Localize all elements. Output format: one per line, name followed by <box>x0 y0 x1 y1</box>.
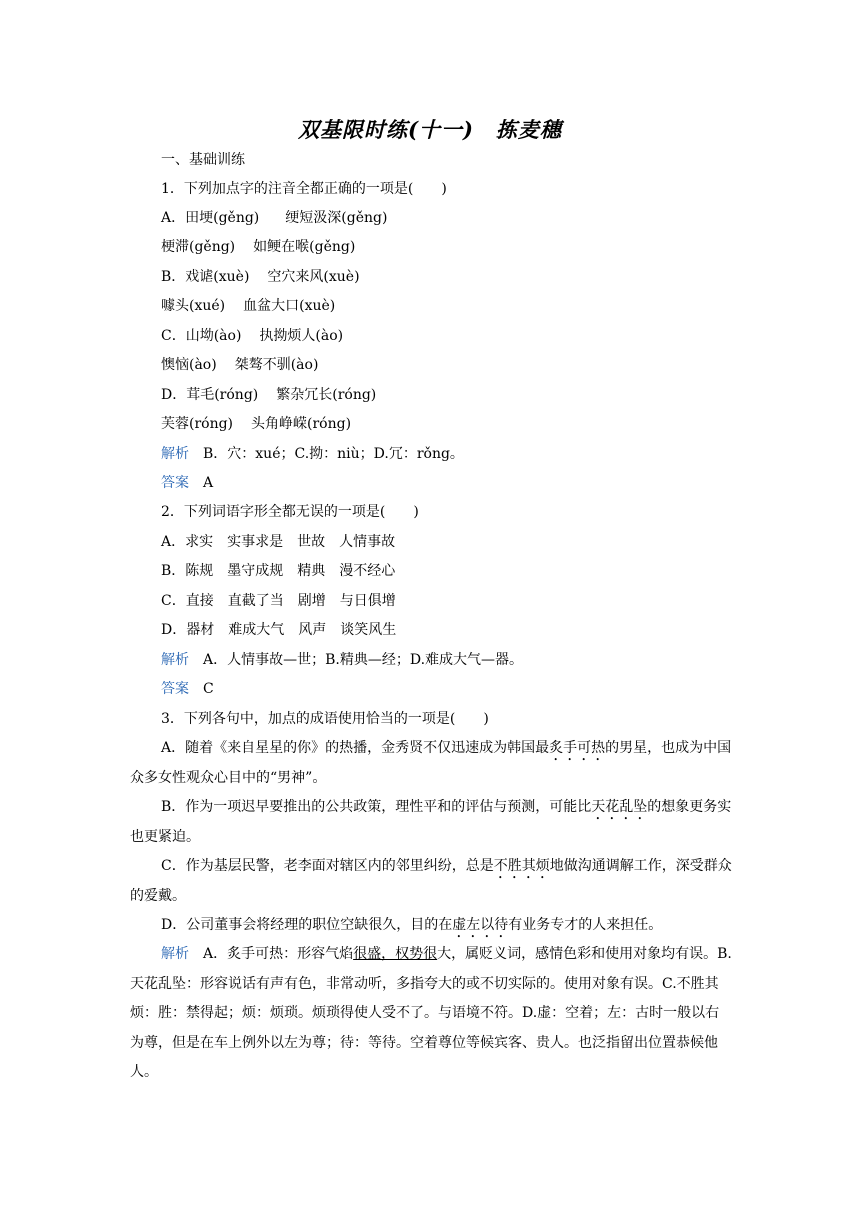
section-heading: 一、基础训练 <box>161 152 245 168</box>
q1-analysis-text: B．穴：xué；C.拗：niù；D.冗：rǒng。 <box>203 446 464 462</box>
q3-d-idiom: 虚左以待 <box>452 917 509 933</box>
q3-b-text-end: 的想象更务实也更紧迫。 <box>130 799 732 845</box>
q2-option-c: C．直接 直截了当 剧增 与日俱增 <box>161 593 396 609</box>
q1-option-c-line1 <box>161 326 343 346</box>
q1-b1: B．戏谑(xuè) <box>161 269 250 285</box>
q1-a2: 绠短汲深(gěng) <box>285 210 388 226</box>
q1-stem: 1．下列加点字的注音全都正确的一项是( ) <box>161 181 447 197</box>
q2-analysis-text: A．人情事故—世；B.精典—经；D.难成大气—器。 <box>203 652 524 668</box>
q1-a1: A．田埂(gěng) <box>161 210 260 226</box>
q1-d1: D．茸毛(róng) <box>161 387 259 403</box>
q2-answer-value: C <box>203 681 214 697</box>
q1-answer <box>161 473 213 493</box>
q1-b4: 血盆大口(xuè) <box>243 298 336 314</box>
q3-analysis <box>130 940 732 1088</box>
q1-analysis <box>161 444 464 464</box>
q1-option-b-line1 <box>161 267 360 287</box>
q2-answer-label: 答案 <box>161 681 189 697</box>
q1-c1: C．山坳(ào) <box>161 328 242 344</box>
q1-answer-value: A <box>203 475 214 491</box>
q3-analysis-text-end: 大，属贬义词，感情色彩和使用对象均有误。B.天花乱坠：形容说话有声有色，非常动听，多指夸大的或不切实际的。使用对象有误。C.不胜其烦：胜：禁得起；烦：烦琐。烦琐得使人受不了。与语境不符。D.虚：空着；左：古时一般以右为尊，但是在车上例外以左为尊；待：等待。空着尊位等候宾客、贵人。也泛指留出位置恭候他人。 <box>130 946 732 1080</box>
q1-c2: 执拗烦人(ào) <box>259 328 344 344</box>
q3-a-text-end: 的男星，也成为中国众多女性观众心目中的“男神”。 <box>130 740 732 786</box>
q2-analysis <box>161 650 523 670</box>
q1-c3: 懊恼(ào) <box>161 357 217 373</box>
q1-d3: 芙蓉(róng) <box>161 416 234 432</box>
q3-a-text: A．随着《来自星星的你》的热播，金秀贤不仅迅速成为韩国最 <box>161 740 550 756</box>
q1-d2: 繁杂冗长(róng) <box>276 387 377 403</box>
q3-analysis-text: A．炙手可热：形容气焰 <box>203 946 354 962</box>
q3-c-idiom: 不胜其烦 <box>493 858 550 874</box>
q1-option-d-line1 <box>161 385 376 405</box>
q1-a4: 如鲠在喉(gěng) <box>253 239 356 255</box>
q1-option-a-line1 <box>161 208 387 228</box>
q3-d-text-end: 有业务专才的人来担任。 <box>508 917 663 933</box>
q3-option-b <box>130 793 732 853</box>
q1-option-d-line2 <box>161 414 351 434</box>
q3-c-text-end: 地做沟通调解工作，深受群众的爱戴。 <box>130 858 732 904</box>
page-title: 双基限时练(十一) 拣麦穗 <box>298 117 562 142</box>
q3-option-d <box>130 911 732 941</box>
q2-stem: 2．下列词语字形全都无误的一项是( ) <box>161 504 419 520</box>
q1-a3: 梗滞(gěng) <box>161 239 236 255</box>
q2-option-d: D．器材 难成大气 风声 谈笑风生 <box>161 622 397 638</box>
q3-option-a <box>130 734 732 794</box>
q1-option-c-line2 <box>161 355 318 375</box>
q1-d4: 头角峥嵘(róng) <box>251 416 352 432</box>
q2-option-a: A．求实 实事求是 世故 人情事故 <box>161 534 396 550</box>
q3-c-text: C．作为基层民警，老李面对辖区内的邻里纠纷，总是 <box>161 858 494 874</box>
q1-b3: 噱头(xué) <box>161 298 226 314</box>
q3-analysis-underlined: 很盛，权势很 <box>353 946 438 962</box>
q2-option-b: B．陈规 墨守成规 精典 漫不经心 <box>161 563 396 579</box>
q3-b-text: B．作为一项迟早要推出的公共政策，理性平和的评估与预测，可能比 <box>161 799 592 815</box>
q2-answer <box>161 679 214 699</box>
q3-option-c <box>130 852 732 912</box>
q1-b2: 空穴来风(xuè) <box>267 269 360 285</box>
q3-analysis-label: 解析 <box>161 946 189 962</box>
q2-analysis-label: 解析 <box>161 652 189 668</box>
q3-d-text: D．公司董事会将经理的职位空缺很久，目的在 <box>161 917 453 933</box>
q3-stem: 3．下列各句中，加点的成语使用恰当的一项是( ) <box>161 711 489 727</box>
q1-option-b-line2 <box>161 296 335 316</box>
q1-option-a-line2 <box>161 237 355 257</box>
q3-b-idiom: 天花乱坠 <box>591 799 648 815</box>
q3-a-idiom: 炙手可热 <box>549 740 606 756</box>
q1-analysis-label: 解析 <box>161 446 189 462</box>
q1-answer-label: 答案 <box>161 475 189 491</box>
q1-c4: 桀骜不驯(ào) <box>234 357 319 373</box>
